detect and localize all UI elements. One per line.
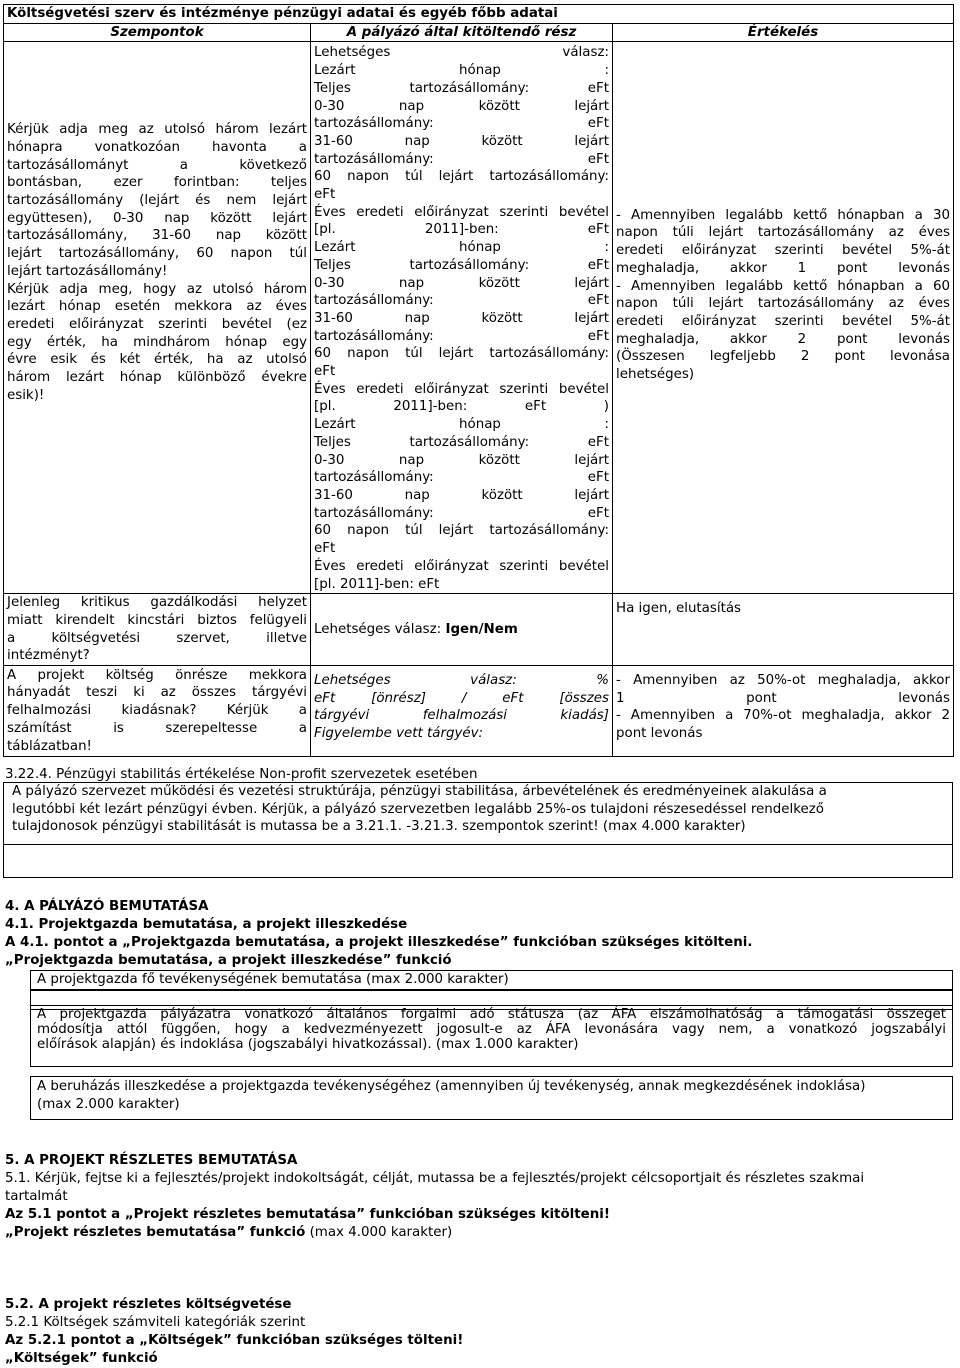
row1-answer-line: 0-30 nap között lejárt: [314, 452, 609, 468]
section-5-2-1-instruction: Az 5.2.1 pontot a „Költségek” funkcióban szükséges tölteni!: [5, 1333, 464, 1348]
row3-answer-line: tárgyévi felhalmozási kiadás]: [314, 708, 609, 724]
section-4-heading: 4. A PÁLYÁZÓ BEMUTATÁSA: [5, 899, 209, 914]
section-5-1-function-limit: (max 4.000 karakter): [305, 1225, 453, 1240]
section-5-heading: 5. A PROJEKT RÉSZLETES BEMUTATÁSA: [5, 1153, 298, 1168]
row1-question-line: lezárt hónap esetén mekkora az éves: [7, 299, 307, 315]
row1-answer-line: 0-30 nap között lejárt: [314, 275, 609, 291]
row1-evaluation-line: - Amennyiben legalább kettő hónapban a 60: [616, 278, 950, 294]
row1-answer-line: Teljes tartozásállomány: eFt: [314, 257, 609, 273]
row3-answer-line: Figyelembe vett tárgyév:: [314, 726, 484, 742]
row1-question-line: lejárt tartozásállomány!: [7, 263, 168, 279]
row1-answer-line: Lezárt hónap :: [314, 240, 609, 256]
row1-question-line: együttesen), 0-30 nap között lejárt: [7, 210, 307, 226]
row1-answer-line: tartozásállomány: eFt: [314, 151, 609, 167]
row1-answer-line: Éves eredeti előirányzat szerinti bevétel: [314, 558, 609, 574]
row1-answer-line: Teljes tartozásállomány: eFt: [314, 434, 609, 450]
row1-question-line: esik)!: [7, 387, 45, 403]
row1-answer-line: [pl. 2011]-ben: eFt: [314, 222, 609, 238]
row1-evaluation-line: napon túli lejárt tartozásállomány az éves: [616, 225, 950, 241]
stability-line-1: A pályázó szervezet működési és vezetési struktúrája, pénzügyi stabilitása, árbevételének és eredményeinek alakulása a: [12, 784, 827, 799]
row1-question-line: tartozásállomány, 31-60 nap között: [7, 228, 307, 244]
section-4-1-instruction: A 4.1. pontot a „Projektgazda bemutatása, a projekt illeszkedése” funkcióban szükséges kitölteni.: [5, 935, 753, 950]
row1-answer-line: Éves eredeti előirányzat szerinti bevétel: [314, 381, 609, 397]
row1-answer-line: Lezárt hónap :: [314, 63, 609, 79]
activity-description-label: A projektgazda fő tevékenységének bemutatása (max 2.000 karakter): [37, 972, 509, 987]
row2-evaluation: [613, 594, 954, 666]
row3-evaluation-line: - Amennyiben a 70%-ot meghaladja, akkor 2: [616, 708, 950, 724]
row2-question-line: intézményt?: [7, 648, 90, 664]
row1-evaluation-line: napon túli lejárt tartozásállomány az éves: [616, 296, 950, 312]
row1-question-line: eredeti előirányzat szerinti bevétel (ez: [7, 316, 307, 332]
row1-answer-line: tartozásállomány: eFt: [314, 505, 609, 521]
header-evaluation: Értékelés: [613, 23, 954, 42]
row1-answer-line: [pl. 2011]-ben: eFt ): [314, 399, 609, 415]
row1-answer: [311, 42, 613, 594]
stability-line-2: legutóbbi két lezárt pénzügyi évben. Kérjük, a pályázó szervezetben legalább 25%-os tulajdoni részesedéssel rendelkező: [12, 801, 824, 817]
row3-evaluation-line: 1 pont levonás: [616, 690, 950, 706]
section-5-1-text-cont: tartalmát: [5, 1189, 68, 1204]
row1-answer-line: 60 napon túl lejárt tartozásállomány:: [314, 523, 609, 539]
row1-question-line: egy érték, ha mindhárom hónap egy: [7, 334, 307, 350]
stability-instructions: [4, 783, 952, 845]
row1-evaluation: [613, 42, 954, 594]
row1-evaluation-line: eredeti előirányzat szerinti bevétel 5%-át: [616, 243, 950, 259]
row1-answer-line: 31-60 nap között lejárt: [314, 133, 609, 149]
section-5-1-function: [5, 1224, 452, 1242]
row1-answer-line: tartozásállomány: eFt: [314, 328, 609, 344]
row3-answer-line: eFt [önrész] / eFt [összes: [314, 690, 609, 706]
row1-answer-line: 31-60 nap között lejárt: [314, 487, 609, 503]
row1-question-line: Kérjük adja meg, hogy az utolsó három: [7, 281, 307, 297]
row3-question: [4, 666, 311, 757]
row3-evaluation-line: pont levonás: [616, 726, 703, 742]
row1-question-line: tartozásállomány (lejárt és nem lejárt: [7, 192, 307, 208]
project-fit-line-1: A beruházás illeszkedése a projektgazda tevékenységéhez (amennyiben új tevékenység, annak megkezdésének indoklása): [37, 1079, 866, 1094]
row2-answer-value: Igen/Nem: [445, 621, 518, 637]
section-4-1-function-name: „Projektgazda bemutatása, a projekt illeszkedése” funkció: [5, 953, 452, 968]
row2-question: [4, 594, 311, 666]
row1-evaluation-line: lehetséges): [616, 367, 695, 383]
row1-evaluation-line: meghaladja, akkor 1 pont levonás: [616, 260, 950, 276]
row1-answer-line: tartozásállomány: eFt: [314, 116, 609, 132]
section-5-1-text: 5.1. Kérjük, fejtse ki a fejlesztés/projekt indokoltságát, célját, mutassa be a fejlesztés/projekt célcsoportjait és részletes szakmai: [5, 1171, 865, 1186]
row1-question-line: három lezárt hónap különböző évekre: [7, 370, 307, 386]
row1-answer-line: eFt: [314, 364, 336, 380]
row1-evaluation-line: eredeti előirányzat szerinti bevétel 5%-át: [616, 314, 950, 329]
row1-answer-line: 60 napon túl lejárt tartozásállomány:: [314, 169, 609, 185]
row2-question-line: Jelenleg kritikus gazdálkodási helyzet: [7, 595, 307, 611]
row1-answer-line: 0-30 nap között lejárt: [314, 98, 609, 114]
header-applicant-part: A pályázó által kitöltendő rész: [311, 23, 613, 42]
row1-question-line: évre esik és két érték, ha az utolsó: [7, 352, 307, 368]
section-5-2-heading: 5.2. A projekt részletes költségvetése: [5, 1297, 292, 1312]
project-fit-line-2: (max 2.000 karakter): [37, 1096, 180, 1112]
vat-status-line: A projektgazda pályázatra vonatkozó általános forgalmi adó státusza (az ÁFA elszámolhatóság a támogatási összeget: [37, 1007, 946, 1022]
section-5-1-instruction: Az 5.1 pontot a „Projekt részletes bemutatása” funkcióban szükséges kitölteni!: [5, 1207, 610, 1222]
row1-answer-line: Lehetséges válasz:: [314, 45, 609, 61]
section-5-2-1-function-name: „Költségek” funkció: [5, 1351, 158, 1366]
row1-evaluation-line: meghaladja, akkor 2 pont levonás: [616, 331, 950, 347]
row2-answer: [311, 594, 613, 666]
section-4-1-heading: 4.1. Projektgazda bemutatása, a projekt illeszkedése: [5, 917, 408, 932]
row1-evaluation-line: - Amennyiben legalább kettő hónapban a 30: [616, 207, 950, 223]
row2-evaluation-text: Ha igen, elutasítás: [616, 601, 742, 617]
row1-answer-line: tartozásállomány: eFt: [314, 470, 609, 486]
stability-answer-field[interactable]: [10, 846, 946, 876]
vat-status-box[interactable]: [30, 1005, 953, 1067]
row1-answer-line: eFt: [314, 187, 336, 203]
vat-status-line: előírások alapján) és indoklása (jogszabályi hivatkozással). (max 1.000 karakter): [37, 1037, 579, 1052]
section-5-2-1-heading: 5.2.1 Költségek számviteli kategóriák szerint: [5, 1315, 306, 1330]
row3-question-line: táblázatban!: [7, 738, 92, 754]
row3-answer: [311, 666, 613, 757]
financial-data-table: [3, 4, 954, 757]
row1-question-line: bontásban, ezer forintban: teljes: [7, 175, 307, 191]
row1-answer-line: eFt: [314, 541, 336, 557]
row1-question-line: lejárt tartozásállomány, 60 napon túl: [7, 246, 307, 262]
row1-answer-line: Lezárt hónap :: [314, 417, 609, 433]
section-5-1-function-name: „Projekt részletes bemutatása” funkció: [5, 1225, 306, 1240]
row1-question-line: tartozásállományt a következő: [7, 157, 307, 173]
row1-answer-line: Éves eredeti előirányzat szerinti bevétel: [314, 204, 609, 220]
row2-question-line: miatt kirendelt kincstári biztos felügyeli: [7, 612, 307, 628]
row3-question-line: számítást is szerepeltesse a: [7, 720, 307, 736]
project-fit-box[interactable]: [30, 1076, 953, 1120]
row1-answer-line: 31-60 nap között lejárt: [314, 310, 609, 326]
row1-answer-line: tartozásállomány: eFt: [314, 293, 609, 309]
row3-answer-line: Lehetséges válasz: %: [314, 673, 609, 689]
header-criteria: Szempontok: [4, 23, 311, 42]
row1-question-line: hónapra vonatkozóan havonta a: [7, 139, 307, 155]
section-3-22-4-heading: 3.22.4. Pénzügyi stabilitás értékelése Non-profit szervezetek esetében: [5, 767, 478, 782]
stability-box: [3, 782, 953, 878]
row3-question-line: hányadát teszi ki az összes tárgyévi: [7, 685, 307, 701]
row2-answer-label: Lehetséges válasz:: [314, 621, 446, 637]
vat-status-line: módosítja attól függően, hogy a kedvezményezett jogosult-e az ÁFA levonására vagy nem, a vonatkozó jogszabályi: [37, 1022, 946, 1037]
row1-question-line: Kérjük adja meg az utolsó három lezárt: [7, 122, 307, 138]
row3-evaluation: [613, 666, 954, 757]
stability-line-3: tulajdonosok pénzügyi stabilitását is mutassa be a 3.21.1. -3.21.3. szempontok szerint! (max 4.000 karakter): [12, 819, 746, 835]
row3-question-line: felhalmozási kiadásnak? Kérjük a: [7, 703, 307, 719]
row1-answer-line: [pl. 2011]-ben: eFt: [314, 576, 440, 592]
activity-description-box[interactable]: [30, 970, 953, 990]
row1-evaluation-line: (Összesen legfeljebb 2 pont levonása: [616, 349, 950, 365]
row1-answer-line: 60 napon túl lejárt tartozásállomány:: [314, 346, 609, 362]
row3-evaluation-line: - Amennyiben az 50%-ot meghaladja, akkor: [616, 673, 950, 689]
row3-question-line: A projekt költség önrésze mekkora: [7, 667, 307, 683]
row1-answer-line: Teljes tartozásállomány: eFt: [314, 80, 609, 96]
row1-question: [4, 42, 311, 594]
row2-question-line: a költségvetési szervet, illetve: [7, 630, 307, 646]
table-title: Költségvetési szerv és intézménye pénzügyi adatai és egyéb főbb adatai: [4, 5, 954, 24]
